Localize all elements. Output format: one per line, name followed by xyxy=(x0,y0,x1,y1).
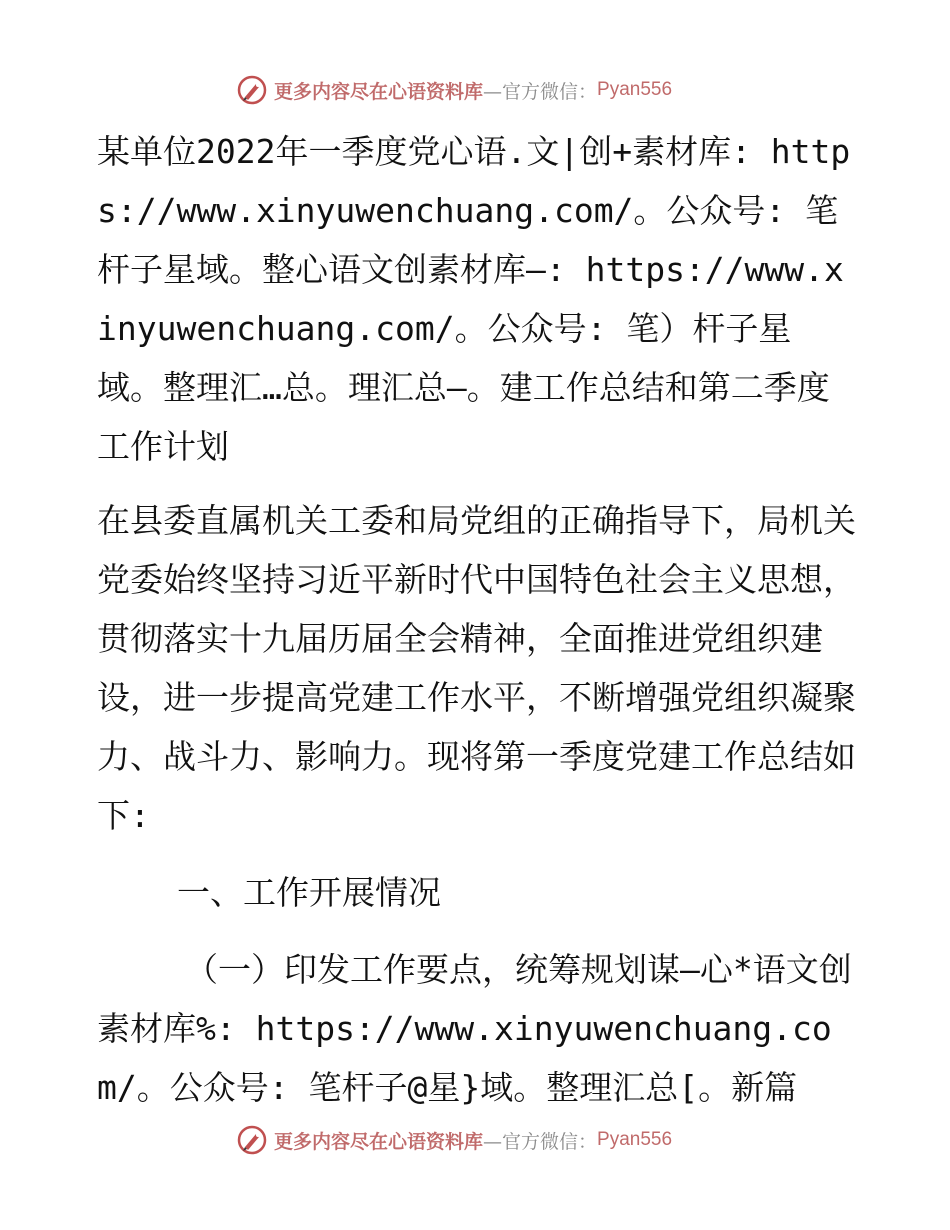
document-body xyxy=(97,122,857,1117)
intro-paragraph: 在县委直属机关工委和局党组的正确指导下，局机关党委始终坚持习近平新时代中国特色社会主义思想，贯彻落实十九届历届全会精神，全面推进党组织建设，进一步提高党建工作水平，不断增强党组织凝聚力、战斗力、影响力。现将第一季度党建工作总结如下: xyxy=(97,501,856,835)
section-heading: 一、工作开展情况 xyxy=(177,873,441,912)
pen-logo-icon xyxy=(236,74,268,106)
banner-sub-text: —官方微信： xyxy=(483,80,598,103)
footer-banner xyxy=(236,1122,716,1158)
subsection-paragraph: （一）印发工作要点，统筹规划谋—心*语文创素材库%: https://www.xinyuwenchuang.com/。公众号: 笔杆子@星}域。整理汇总[。新篇 xyxy=(97,950,852,1107)
banner-main-text: 更多内容尽在心语资料库 xyxy=(274,1130,484,1153)
banner-sub-text: —官方微信： xyxy=(483,1130,598,1153)
header-banner xyxy=(236,72,716,108)
pen-logo-icon xyxy=(236,1124,268,1156)
banner-wechat-id: Pyan556 xyxy=(597,79,673,100)
banner-main-text: 更多内容尽在心语资料库 xyxy=(274,80,484,103)
banner-wechat-id: Pyan556 xyxy=(597,1129,673,1150)
title-paragraph: 某单位2022年一季度党心语.文|创+素材库: https://www.xinyuwenchuang.com/。公众号: 笔杆子星域。整心语文创素材库—: https://www.xinyuwenchuang.com/。公众号: 笔）杆子星域。整理汇…总。理汇总—。建工作总结和第二季度工作计划 xyxy=(97,132,851,466)
